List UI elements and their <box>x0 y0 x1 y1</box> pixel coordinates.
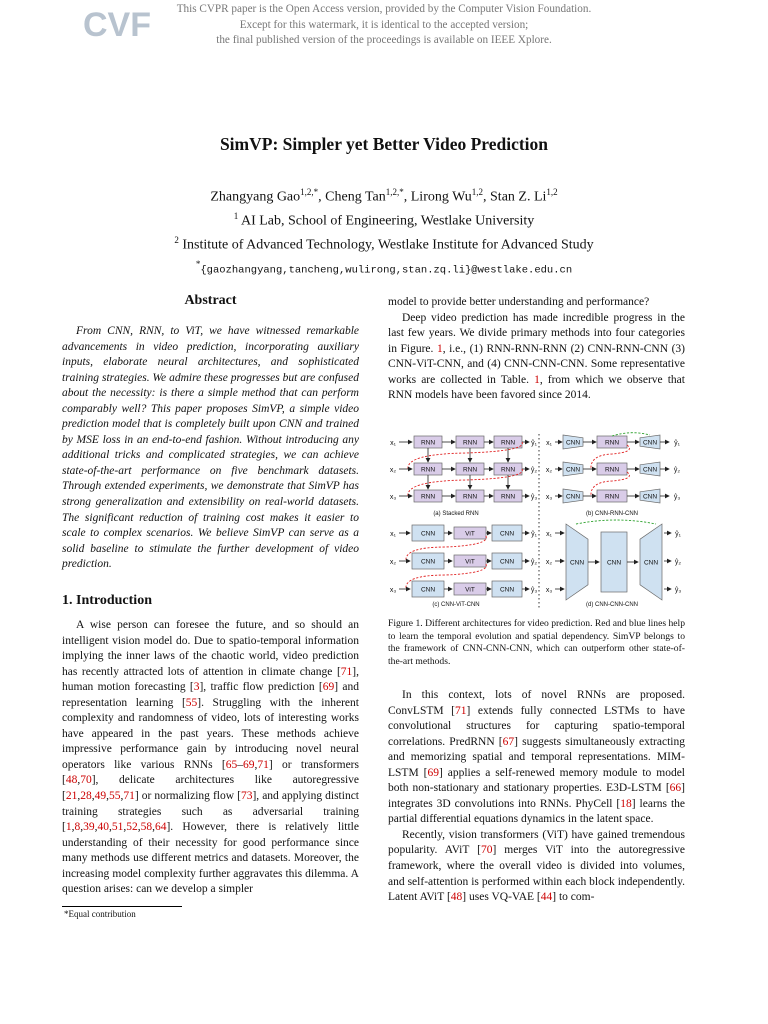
text-run: , <box>77 790 81 803</box>
watermark-text <box>0 2 768 49</box>
output-label: ŷ₁ <box>531 440 537 447</box>
citation-link[interactable]: 66 <box>669 782 682 795</box>
text-run: , <box>254 758 258 771</box>
cnn-block-label: CNN <box>420 586 436 594</box>
right-column-bottom <box>388 688 685 906</box>
right-column-top <box>388 295 685 404</box>
output-label: ŷ₃ <box>674 587 682 594</box>
introduction-body <box>62 618 359 898</box>
citation-link[interactable]: 71 <box>340 665 353 678</box>
rnn-block-label: RNN <box>500 493 516 501</box>
citation-link[interactable]: 1 <box>534 373 540 386</box>
rnn-block-label: RNN <box>420 493 436 501</box>
citation-link[interactable]: 69 <box>322 681 335 694</box>
input-label: x₂ <box>545 559 553 566</box>
text-run: ]. Struggling with the inherent complexity and randomness of video, lots of interesting works have appeared in the past years. These methods achieve impressive performance gain by introducing novel neural operators like various RNNs [ <box>62 696 359 771</box>
vit-block-label: ViT <box>465 558 475 566</box>
text-run: ] or normalizing flow [ <box>134 790 241 803</box>
affiliation <box>0 231 768 255</box>
text-run: ] and representation learning [ <box>62 681 359 709</box>
text-run: – <box>237 758 243 771</box>
citation-link[interactable]: 52 <box>126 821 138 834</box>
text-run: ] merges ViT into the autoregressive framework, where the overall video is divided into volumes, and self-attention is performed within each block independently. Latent AViT [ <box>388 844 685 904</box>
cnn-decoder-label: CNN <box>642 493 658 501</box>
affiliation-text: AI Lab, School of Engineering, Westlake University <box>240 213 535 229</box>
output-label: ŷ₃ <box>530 494 538 501</box>
input-label: x₂ <box>389 467 397 474</box>
affiliation-sup: 1 <box>233 211 239 222</box>
author-sup: 1,2 <box>471 187 484 197</box>
citation-link[interactable]: 3 <box>193 681 200 694</box>
text-run: , <box>123 821 127 834</box>
cnn-block-label: CNN <box>499 586 515 594</box>
cnn-encoder-label: CNN <box>565 439 581 447</box>
text-run: , from which we observe that RNN models have been favored since 2014. <box>388 373 685 402</box>
citation-link[interactable]: 73 <box>240 790 253 803</box>
citation-link[interactable]: 69 <box>427 766 439 779</box>
input-label: x₃ <box>545 494 553 501</box>
citation-link[interactable]: 51 <box>111 821 124 834</box>
panel-label-c: (c) CNN-ViT-CNN <box>432 602 480 608</box>
cnn-block-label: CNN <box>499 530 515 538</box>
rnn-block-label: RNN <box>500 466 516 474</box>
citation-link[interactable]: 67 <box>502 735 515 748</box>
text-run: Deep video prediction has made incredible progress in the last few years. We divide primary methods into four categories in Figure. <box>388 311 685 355</box>
citation-link[interactable]: 48 <box>65 774 78 787</box>
citation-link[interactable]: 70 <box>80 774 92 787</box>
body-paragraph <box>388 311 685 404</box>
cnn-translator-label: CNN <box>606 559 622 567</box>
citation-link[interactable]: 44 <box>540 891 553 904</box>
body-paragraph <box>388 688 685 828</box>
text-run: , <box>152 821 155 834</box>
citation-link[interactable]: 1 <box>65 821 72 834</box>
output-label: ŷ₂ <box>530 559 538 566</box>
citation-link[interactable]: 39 <box>83 821 95 834</box>
cnn-encoder-label: CNN <box>565 493 581 501</box>
text-run: ] or transformers [ <box>62 758 359 787</box>
citation-link[interactable]: 71 <box>257 758 269 771</box>
citation-link[interactable]: 64 <box>154 821 167 834</box>
rnn-block-label: RNN <box>604 493 620 501</box>
text-run: In this context, lots of novel RNNs are proposed. ConvLSTM [ <box>388 689 685 717</box>
text-run: ] integrates 3D convolutions into RNNs. PhyCell [ <box>388 782 685 810</box>
citation-link[interactable]: 8 <box>74 821 81 834</box>
text-run: ], delicate architectures like autoregressive [ <box>62 774 359 803</box>
text-run: ], and applying distinct training strategies such as adversarial training [ <box>62 790 359 834</box>
figure-caption: Figure 1. Different architectures for video prediction. Red and blue lines help to learn the temporal evolution and spatial dependency. SimVP belongs to the framework of CNN-CNN-CNN, which can outperform other state-of-the-art methods. <box>388 618 685 667</box>
vit-block-label: ViT <box>465 530 475 538</box>
cnn-decoder-large-label: CNN <box>643 559 659 567</box>
text-run: A wise person can foresee the future, and so should an intelligent vision model do. Due to spatio-temporal information implying the inner laws of the chaotic world, video prediction has recently attracted lots of attention in climate change [ <box>62 619 359 678</box>
citation-link[interactable]: 65 <box>225 758 238 771</box>
author-sup: 1,2,* <box>300 187 319 197</box>
spatial-link-green <box>576 520 656 524</box>
input-label: x₁ <box>546 531 552 538</box>
footnote: *Equal contribution <box>64 909 136 919</box>
rnn-block-label: RNN <box>462 493 478 501</box>
cnn-encoder-label: CNN <box>565 466 581 474</box>
citation-link[interactable]: 55 <box>185 696 198 709</box>
citation-link[interactable]: 1 <box>436 342 443 355</box>
citation-link[interactable]: 58 <box>140 821 153 834</box>
email-sup: * <box>195 259 201 270</box>
author-list: Zhangyang Gao$^{1,2,*}$, Cheng Tan$^{1,2,*}$, Lirong Wu$^{1,2}$, Stan Z. Li$^{1,2}$ <box>210 187 558 205</box>
rnn-block-label: RNN <box>500 439 516 447</box>
cnn-block-label: CNN <box>420 530 436 538</box>
abstract-text: From CNN, RNN, to ViT, we have witnessed remarkable advancements in video prediction, incorporating auxiliary inputs, elaborate neural architectures, and sophisticated training strategies. We admire these progresses but are confused about the necessity: is there a simple method that can perform comparably well? This paper proposes SimVP, a simple video prediction model that is completely built upon CNN and trained by MSE loss in an end-to-end fashion. Without introducing any additional tricks and complicated strategies, we can achieve state-of-the-art performance on five benchmark datasets. Through extended experiments, we demonstrate that SimVP has strong generalization and extensibility on real-world datasets. The significant reduction of training cost makes it easier to scale to complex scenarios. We believe SimVP can serve as a solid baseline to stimulate the further development of video prediction. <box>62 325 359 571</box>
citation-link[interactable]: 49 <box>94 790 107 803</box>
text-run: , <box>120 790 124 803</box>
input-label: x₁ <box>546 440 552 447</box>
abstract-body <box>62 324 359 573</box>
watermark-line: the final published version of the proceedings is available on IEEE Xplore. <box>216 34 552 46</box>
input-label: x₁ <box>390 440 396 447</box>
citation-link[interactable]: 40 <box>97 821 109 834</box>
body-paragraph <box>388 828 685 906</box>
text-run: ], human motion forecasting [ <box>62 665 359 694</box>
output-label: ŷ₂ <box>674 559 682 566</box>
rnn-block-label: RNN <box>420 466 436 474</box>
section-heading-introduction: 1. Introduction <box>62 593 152 608</box>
email: {gaozhangyang,tancheng,wulirong,stan.zq.li}@westlake.edu.cn <box>200 265 573 278</box>
rnn-block-label: RNN <box>604 466 620 474</box>
input-label: x₃ <box>389 587 397 594</box>
output-label: ŷ₃ <box>530 587 538 594</box>
author-sup: 1,2,* <box>385 187 404 197</box>
author-name: Stan Z. Li <box>490 189 547 205</box>
output-label: ŷ₁ <box>675 531 681 538</box>
body-paragraph <box>388 295 685 311</box>
spatial-link-green <box>612 433 650 436</box>
paper-title: SimVP: Simpler yet Better Video Prediction <box>219 134 549 154</box>
citation-link[interactable]: 69 <box>242 758 255 771</box>
cnn-encoder-large-label: CNN <box>569 559 585 567</box>
watermark-line: This CVPR paper is the Open Access version, provided by the Computer Vision Foundation. <box>176 3 592 15</box>
text-run: ], traffic flow prediction [ <box>199 681 323 694</box>
text-run: , <box>91 790 95 803</box>
citation-link[interactable]: 70 <box>481 844 493 857</box>
text-run: ] extends fully connected LSTMs to have convolutional structures for capturing spatio-temporal correlations. PredRNN [ <box>388 704 686 748</box>
output-label: ŷ₃ <box>673 494 681 501</box>
vit-block-label: ViT <box>465 586 475 594</box>
panel-label-b: (b) CNN-RNN-CNN <box>586 511 638 517</box>
input-label: x₂ <box>545 467 553 474</box>
citation-link[interactable]: 71 <box>123 790 135 803</box>
text-run: , i.e., (1) RNN-RNN-RNN (2) CNN-RNN-CNN (3) CNN-ViT-CNN, and (4) CNN-CNN-CNN. Some representative works are collected in Table. <box>388 342 685 386</box>
text-run: Recently, vision transformers (ViT) have gained tremendous popularity. AViT [ <box>388 828 685 857</box>
citation-link[interactable]: 55 <box>108 790 121 803</box>
rnn-block-label: RNN <box>462 439 478 447</box>
input-label: x₁ <box>390 531 396 538</box>
output-label: ŷ₂ <box>530 467 538 474</box>
text-run: ] learns the partial differential equations dynamics in the latent space. <box>388 797 685 826</box>
text-run: ]. However, there is relatively little understanding of their necessity for good performance since many methods use different metrics and datasets. Moreover, the increasing model complexity further aggravates this dilemma. A question arises: can we develop a simpler <box>62 821 359 896</box>
output-label: ŷ₁ <box>531 531 537 538</box>
author-name: Cheng Tan <box>325 189 386 205</box>
svg-text:CVF: CVF <box>83 6 151 44</box>
watermark-line: Except for this watermark, it is identical to the accepted version; <box>239 18 529 31</box>
rnn-block-label: RNN <box>604 439 620 447</box>
abstract-heading: Abstract <box>184 293 237 308</box>
email-line <box>0 255 768 280</box>
text-run: , <box>80 821 84 834</box>
cnn-block-label: CNN <box>420 558 436 566</box>
cnn-block-label: CNN <box>499 558 515 566</box>
input-label: x₃ <box>389 494 397 501</box>
affiliation <box>0 207 768 231</box>
text-run: , <box>71 821 75 834</box>
text-run: ] to com- <box>552 891 595 904</box>
rnn-block-label: RNN <box>462 466 478 474</box>
text-run: , <box>77 774 81 787</box>
cnn-decoder-label: CNN <box>642 439 658 447</box>
text-run: , <box>137 821 141 834</box>
citation-link[interactable]: 28 <box>80 790 92 803</box>
text-run: model to provide better understanding and performance? <box>388 296 650 308</box>
author-block <box>0 183 768 281</box>
output-label: ŷ₁ <box>674 440 680 447</box>
text-run: ] uses VQ-VAE [ <box>462 891 541 904</box>
input-label: x₃ <box>545 587 553 594</box>
cnn-decoder-label: CNN <box>642 466 658 474</box>
intro-paragraph <box>62 618 359 898</box>
text-run: ] applies a self-renewed memory module to model both non-stationary and stationary properties. E3D-LSTM [ <box>388 766 685 795</box>
text-run: , <box>94 821 98 834</box>
author-name: Zhangyang Gao <box>210 189 301 205</box>
citation-link[interactable]: 18 <box>620 797 632 810</box>
affiliation-text: Institute of Advanced Technology, Westlake Institute for Advanced Study <box>182 237 594 253</box>
figure-1 <box>386 432 686 610</box>
rnn-block-label: RNN <box>420 439 436 447</box>
output-label: ŷ₂ <box>673 467 681 474</box>
text-run: ] suggests simultaneously extracting and memorizing spatial and temporal representations. MIM-LSTM [ <box>388 735 685 779</box>
author-name: Lirong Wu <box>410 189 472 205</box>
citation-link[interactable]: 71 <box>455 704 467 717</box>
input-label: x₂ <box>389 559 397 566</box>
citation-link[interactable]: 48 <box>450 891 463 904</box>
panel-label-d: (d) CNN-CNN-CNN <box>586 602 638 608</box>
panel-label-a: (a) Stacked RNN <box>433 511 479 517</box>
author-sup: 1,2 <box>546 187 558 197</box>
text-run: , <box>108 821 112 834</box>
affiliation-sup: 2 <box>174 235 179 246</box>
citation-link[interactable]: 21 <box>65 790 78 803</box>
text-run: , <box>106 790 109 803</box>
footnote-rule <box>62 906 182 907</box>
